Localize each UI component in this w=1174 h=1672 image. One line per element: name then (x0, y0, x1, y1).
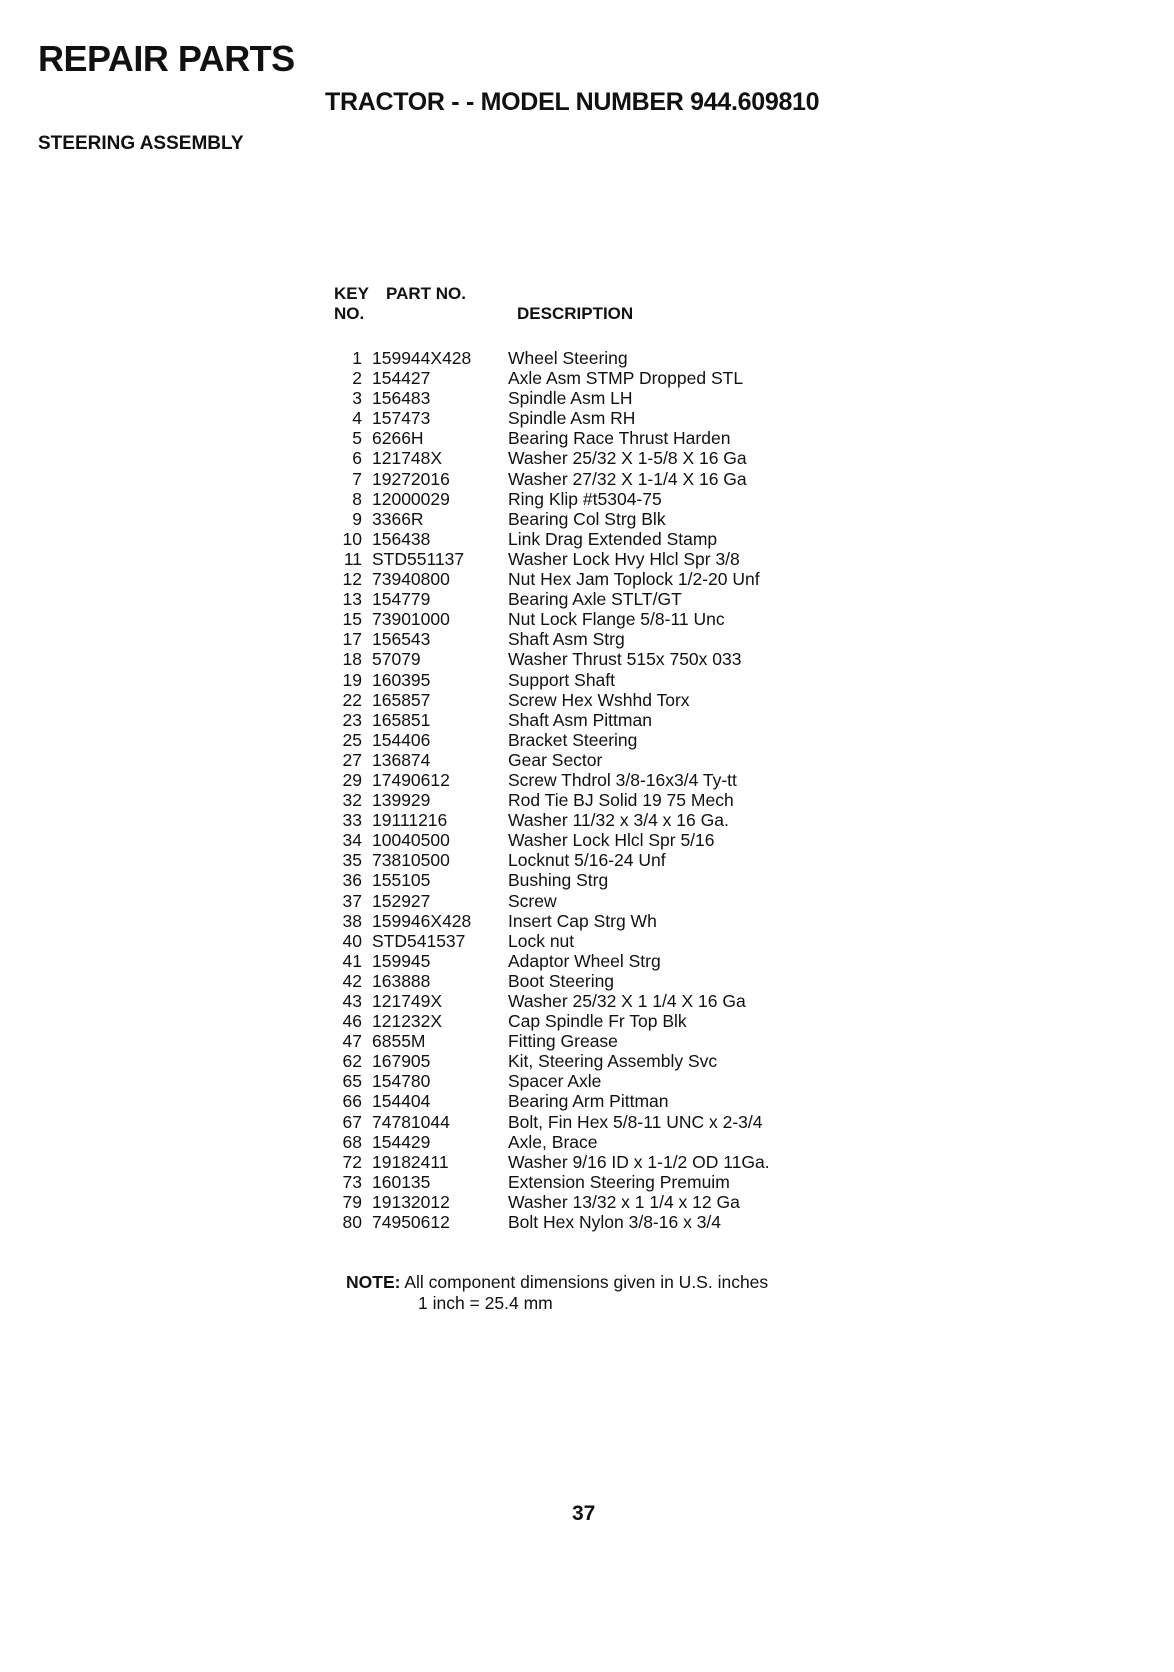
table-row (320, 870, 880, 890)
key-no: 25 (342, 729, 362, 750)
part-no: 6855M (372, 1031, 426, 1052)
table-row (320, 629, 880, 649)
table-row (320, 489, 880, 509)
part-description: Adaptor Wheel Strg (508, 950, 661, 971)
table-row (320, 469, 880, 489)
table-row (320, 428, 880, 448)
key-no: 72 (342, 1151, 362, 1172)
column-header-part: PART NO. (386, 284, 466, 303)
part-description: Bolt, Fin Hex 5/8-11 UNC x 2-3/4 (508, 1111, 763, 1132)
part-no: 3366R (372, 508, 424, 529)
key-no: 2 (352, 368, 362, 389)
part-no: 6266H (372, 428, 424, 449)
part-no: 160135 (372, 1171, 431, 1192)
part-no: 163888 (372, 970, 431, 991)
table-row (320, 1031, 880, 1051)
part-description: Shaft Asm Strg (508, 629, 625, 650)
key-no: 42 (342, 970, 362, 991)
key-no: 33 (342, 810, 362, 831)
table-row (320, 1152, 880, 1172)
key-no: 43 (342, 991, 362, 1011)
part-no: 19272016 (372, 468, 450, 489)
note (346, 1272, 768, 1293)
key-no: 18 (342, 649, 362, 670)
key-no: 38 (342, 910, 362, 931)
key-no: 68 (342, 1131, 362, 1152)
table-row (320, 649, 880, 669)
part-no: 73901000 (372, 609, 450, 630)
key-no: 13 (342, 589, 362, 610)
part-description: Bushing Strg (508, 870, 609, 891)
note-conversion: 1 inch = 25.4 mm (418, 1293, 553, 1313)
key-no: 17 (342, 629, 362, 650)
table-row (320, 830, 880, 850)
table-row (320, 790, 880, 810)
part-no: 152927 (372, 890, 431, 911)
part-no: STD541537 (372, 930, 466, 951)
part-description: Ring Klip #t5304-75 (508, 488, 662, 509)
part-description: Nut Lock Flange 5/8-11 Unc (508, 609, 725, 630)
part-description: Gear Sector (508, 749, 603, 770)
key-no: 1 (352, 348, 362, 368)
part-description: Washer Thrust 515x 750x 033 (508, 649, 742, 670)
part-no: 165857 (372, 689, 431, 710)
part-description: Nut Hex Jam Toplock 1/2-20 Unf (508, 569, 760, 590)
part-description: Washer 25/32 X 1-5/8 X 16 Ga (508, 448, 747, 469)
table-row (320, 670, 880, 690)
column-header-description: DESCRIPTION (517, 304, 634, 323)
part-no: 154779 (372, 589, 431, 610)
table-row (320, 1172, 880, 1192)
table-row (320, 388, 880, 408)
part-description: Bolt Hex Nylon 3/8-16 x 3/4 (508, 1212, 722, 1233)
key-no: 67 (342, 1111, 362, 1132)
key-no: 37 (342, 890, 362, 911)
part-no: 19111216 (372, 810, 448, 831)
table-row (320, 1071, 880, 1091)
key-no: 7 (352, 468, 362, 489)
part-description: Washer 25/32 X 1 1/4 X 16 Ga (508, 991, 746, 1011)
table-row (320, 1212, 880, 1232)
parts-table (320, 348, 880, 1232)
key-no: 27 (342, 749, 362, 770)
part-description: Washer 27/32 X 1-1/4 X 16 Ga (508, 468, 747, 489)
key-no: 73 (342, 1171, 362, 1192)
part-description: Extension Steering Premuim (508, 1171, 730, 1192)
part-description: Spindle Asm LH (508, 388, 633, 409)
table-row (320, 710, 880, 730)
key-no: 6 (352, 448, 362, 469)
part-no: 57079 (372, 649, 421, 670)
table-row (320, 509, 880, 529)
page-title: REPAIR PARTS (38, 38, 295, 79)
part-description: Wheel Steering (508, 348, 628, 368)
part-no: 154406 (372, 729, 431, 750)
part-no: 74781044 (372, 1111, 450, 1132)
part-no: 121748X (372, 448, 443, 469)
table-row (320, 931, 880, 951)
key-no: 8 (352, 488, 362, 509)
key-no: 15 (342, 609, 362, 630)
key-no: 11 (343, 548, 362, 569)
table-row (320, 609, 880, 629)
part-no: 154429 (372, 1131, 431, 1152)
table-row (320, 991, 880, 1011)
key-no: 79 (342, 1191, 362, 1212)
table-row (320, 448, 880, 468)
note-text: All component dimensions given in U.S. inches (404, 1272, 769, 1292)
table-row (320, 1051, 880, 1071)
table-row (320, 549, 880, 569)
part-no: 160395 (372, 669, 431, 690)
part-no: 156438 (372, 528, 431, 549)
key-no: 4 (352, 408, 362, 429)
part-no: 167905 (372, 1051, 431, 1072)
part-description: Washer Lock Hvy Hlcl Spr 3/8 (508, 548, 740, 569)
table-row (320, 730, 880, 750)
table-row (320, 690, 880, 710)
table-row (320, 408, 880, 428)
part-no: 156483 (372, 388, 431, 409)
table-row (320, 850, 880, 870)
key-no: 40 (342, 930, 362, 951)
part-description: Washer 13/32 x 1 1/4 x 12 Ga (508, 1191, 740, 1212)
part-no: 121232X (372, 1011, 443, 1032)
part-description: Bearing Arm Pittman (508, 1091, 669, 1112)
part-description: Axle Asm STMP Dropped STL (508, 368, 744, 389)
part-no: 74950612 (372, 1212, 450, 1233)
part-description: Locknut 5/16-24 Unf (508, 850, 666, 871)
key-no: 32 (342, 790, 362, 811)
part-no: 159945 (372, 950, 431, 971)
part-no: 165851 (372, 709, 431, 730)
part-description: Boot Steering (508, 970, 615, 991)
key-no: 12 (342, 569, 362, 590)
part-description: Spindle Asm RH (508, 408, 636, 429)
part-no: 159944X428 (372, 348, 472, 368)
part-description: Washer 9/16 ID x 1-1/2 OD 11Ga. (508, 1151, 770, 1172)
part-description: Axle, Brace (508, 1131, 598, 1152)
key-no: 23 (342, 709, 362, 730)
part-description: Screw Thdrol 3/8-16x3/4 Ty-tt (508, 769, 737, 790)
part-no: 154427 (372, 368, 431, 389)
part-description: Lock nut (508, 930, 575, 951)
part-no: STD551137 (372, 548, 465, 569)
table-row (320, 569, 880, 589)
part-description: Screw Hex Wshhd Torx (508, 689, 690, 710)
table-row (320, 1112, 880, 1132)
table-row (320, 971, 880, 991)
part-no: 159946X428 (372, 910, 472, 931)
section-title: STEERING ASSEMBLY (38, 133, 244, 154)
table-row (320, 770, 880, 790)
key-no: 19 (342, 669, 362, 690)
part-description: Screw (508, 890, 557, 911)
table-row (320, 810, 880, 830)
model-subtitle: TRACTOR - - MODEL NUMBER 944.609810 (325, 88, 820, 116)
part-description: Bearing Col Strg Blk (508, 508, 666, 529)
key-no: 46 (342, 1011, 362, 1032)
table-row (320, 750, 880, 770)
table-row (320, 1091, 880, 1111)
table-row (320, 589, 880, 609)
part-no: 19132012 (372, 1191, 450, 1212)
part-description: Kit, Steering Assembly Svc (508, 1051, 718, 1072)
table-row (320, 891, 880, 911)
table-row (320, 1192, 880, 1212)
part-no: 73940800 (372, 569, 450, 590)
table-row (320, 1011, 880, 1031)
key-no: 10 (342, 528, 362, 549)
part-description: Insert Cap Strg Wh (508, 910, 657, 931)
part-no: 12000029 (372, 488, 450, 509)
key-no: 47 (342, 1031, 362, 1052)
part-description: Washer 11/32 x 3/4 x 16 Ga. (508, 810, 729, 831)
part-description: Bearing Axle STLT/GT (508, 589, 682, 610)
key-no: 34 (342, 830, 362, 851)
table-row (320, 348, 880, 368)
part-no: 10040500 (372, 830, 450, 851)
part-description: Shaft Asm Pittman (508, 709, 652, 730)
part-description: Support Shaft (508, 669, 616, 690)
key-no: 35 (342, 850, 362, 871)
part-no: 154404 (372, 1091, 431, 1112)
part-no: 19182411 (372, 1151, 449, 1172)
part-description: Bracket Steering (508, 729, 638, 750)
part-no: 139929 (372, 790, 431, 811)
part-no: 17490612 (372, 769, 450, 790)
part-no: 154780 (372, 1071, 431, 1092)
part-no: 121749X (372, 991, 443, 1011)
part-description: Cap Spindle Fr Top Blk (508, 1011, 687, 1032)
table-row (320, 911, 880, 931)
key-no: 3 (352, 388, 362, 409)
page-number: 37 (572, 1502, 596, 1525)
key-no: 66 (342, 1091, 362, 1112)
table-row (320, 951, 880, 971)
key-no: 80 (342, 1212, 362, 1233)
part-description: Link Drag Extended Stamp (508, 528, 718, 549)
column-header-key: KEY NO. (334, 284, 369, 323)
table-row (320, 368, 880, 388)
key-no: 22 (342, 689, 362, 710)
part-no: 136874 (372, 749, 431, 770)
key-no: 5 (352, 428, 362, 449)
part-no: 155105 (372, 870, 431, 891)
part-no: 156543 (372, 629, 431, 650)
part-description: Bearing Race Thrust Harden (508, 428, 731, 449)
table-row (320, 529, 880, 549)
key-no: 65 (342, 1071, 362, 1092)
key-no: 36 (342, 870, 362, 891)
part-description: Fitting Grease (508, 1031, 618, 1052)
table-row (320, 1132, 880, 1152)
key-no: 41 (342, 950, 362, 971)
note-label: NOTE: (346, 1272, 401, 1292)
part-no: 73810500 (372, 850, 450, 871)
part-no: 157473 (372, 408, 431, 429)
part-description: Washer Lock Hlcl Spr 5/16 (508, 830, 715, 851)
part-description: Spacer Axle (508, 1071, 602, 1092)
key-no: 9 (352, 508, 362, 529)
key-no: 29 (342, 769, 362, 790)
key-no: 62 (342, 1051, 362, 1072)
part-description: Rod Tie BJ Solid 19 75 Mech (508, 790, 734, 811)
